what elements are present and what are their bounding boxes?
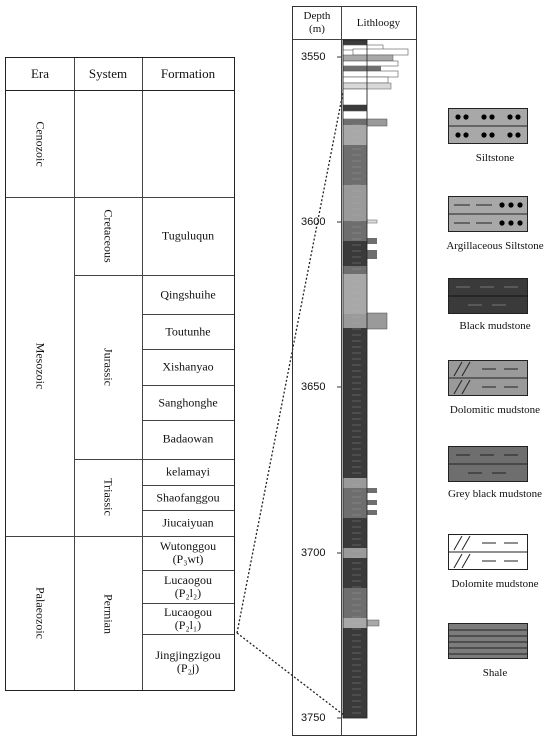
system-cretaceous: Cretaceous: [101, 209, 116, 263]
lithology-column: [292, 6, 417, 736]
layer-grey-black-mudstone: [367, 488, 377, 493]
layer-dolomitic-mudstone: [343, 314, 367, 328]
formation-jingjingzigou: Jingjingzigou (P₂j): [155, 648, 221, 675]
legend-label-argillaceous-siltstone: Argillaceous Siltstone: [446, 240, 544, 252]
layer-black-mudstone: [343, 241, 367, 266]
layer-dolomitic-mudstone: [367, 119, 387, 126]
layer-siltstone: [343, 274, 367, 314]
dolomitic-mudstone-swatch: [448, 360, 528, 396]
formation-sanghonghe: Sanghonghe: [158, 395, 218, 410]
depth-header: Depth (m): [303, 10, 331, 35]
layer-grey-black-mudstone: [367, 510, 377, 515]
legend-label-shale: Shale: [482, 667, 508, 679]
formation-lucaogou-2: Lucaogou (P₂l₂): [164, 573, 212, 600]
dolomite-mudstone-swatch: [448, 534, 528, 570]
lithology-header: Lithloogy: [356, 17, 401, 29]
layer-grey-black-mudstone: [343, 119, 367, 125]
layer-siltstone: [343, 55, 393, 61]
depth-tick-3650: 3650: [301, 381, 326, 393]
layer-black-mudstone: [343, 628, 367, 718]
depth-tick-3750: 3750: [301, 712, 326, 724]
formation-xishanyao: Xishanyao: [162, 359, 214, 374]
layer-dolomitic-mudstone: [343, 478, 367, 488]
legend-label-black-mudstone: Black mudstone: [459, 320, 531, 332]
grey-black-mudstone-swatch: [448, 446, 528, 482]
era-mesozoic: Mesozoic: [33, 342, 48, 390]
layer-black-mudstone: [343, 105, 367, 111]
system-triassic: Triassic: [101, 478, 116, 516]
depth-tick-3550: 3550: [301, 51, 326, 63]
layer-grey-black-mudstone: [343, 266, 367, 274]
shale-swatch: [448, 623, 528, 659]
layer-grey-black-mudstone: [367, 500, 377, 505]
formation-kelamayi: kelamayi: [166, 464, 210, 479]
formation-tuguluqun: Tuguluqun: [161, 228, 215, 243]
layer-dolomite-mudstone: [343, 89, 367, 105]
layer-dolomite-mudstone: [343, 61, 398, 66]
layer-siltstone: [343, 125, 367, 145]
layer-dolomitic-mudstone: [343, 548, 367, 558]
layer-black-mudstone: [343, 558, 367, 588]
layer-siltstone: [367, 620, 379, 626]
layer-dolomite-mudstone: [353, 49, 408, 55]
layer-dolomite-mudstone: [367, 220, 377, 223]
header-era: Era: [30, 66, 50, 81]
formation-wutonggou: Wutonggou (P₃wt): [159, 539, 217, 566]
legend-label-dolomitic-mudstone: Dolomitic mudstone: [449, 404, 541, 416]
black-mudstone-swatch: [448, 278, 528, 314]
era-cenozoic: Cenozoic: [33, 121, 48, 167]
legend-label-grey-black-mudstone: Grey black mudstone: [447, 488, 543, 500]
layer-grey-black-mudstone: [367, 250, 377, 259]
depth-tick-3700: 3700: [301, 547, 326, 559]
formation-qingshuihe: Qingshuihe: [160, 287, 216, 302]
formation-lucaogou-1: Lucaogou (P₂l₁): [164, 605, 212, 632]
siltstone-swatch: [448, 108, 528, 144]
layer-grey-black-mudstone: [343, 588, 367, 618]
layer-dolomite-mudstone: [343, 71, 398, 77]
lithology-log: [293, 7, 415, 734]
header-formation: Formation: [160, 66, 216, 81]
layer-dolomitic-mudstone: [367, 313, 387, 329]
layer-grey-black-mudstone: [343, 66, 381, 71]
layer-black-mudstone: [343, 40, 367, 45]
depth-tick-3600: 3600: [301, 216, 326, 228]
formation-toutunhe: Toutunhe: [165, 324, 211, 339]
legend-label-siltstone: Siltstone: [475, 152, 515, 164]
argillaceous-siltstone-swatch: [448, 196, 528, 232]
layer-black-mudstone: [343, 328, 367, 478]
layer-grey-black-mudstone: [343, 221, 367, 241]
layer-dolomite-mudstone: [343, 111, 367, 119]
layer-dolomite-mudstone: [343, 77, 388, 83]
era-palaeozoic: Palaeozoic: [33, 587, 48, 639]
formation-jiucaiyuan: Jiucaiyuan: [162, 515, 214, 530]
header-system: System: [88, 66, 128, 81]
layer-grey-black-mudstone: [367, 238, 377, 244]
formation-shaofanggou: Shaofanggou: [156, 490, 220, 505]
system-jurassic: Jurassic: [101, 348, 116, 386]
formation-badaowan: Badaowan: [162, 431, 214, 446]
legend-label-dolomite-mudstone: Dolomite mudstone: [451, 578, 539, 590]
system-permian: Permian: [101, 594, 116, 634]
